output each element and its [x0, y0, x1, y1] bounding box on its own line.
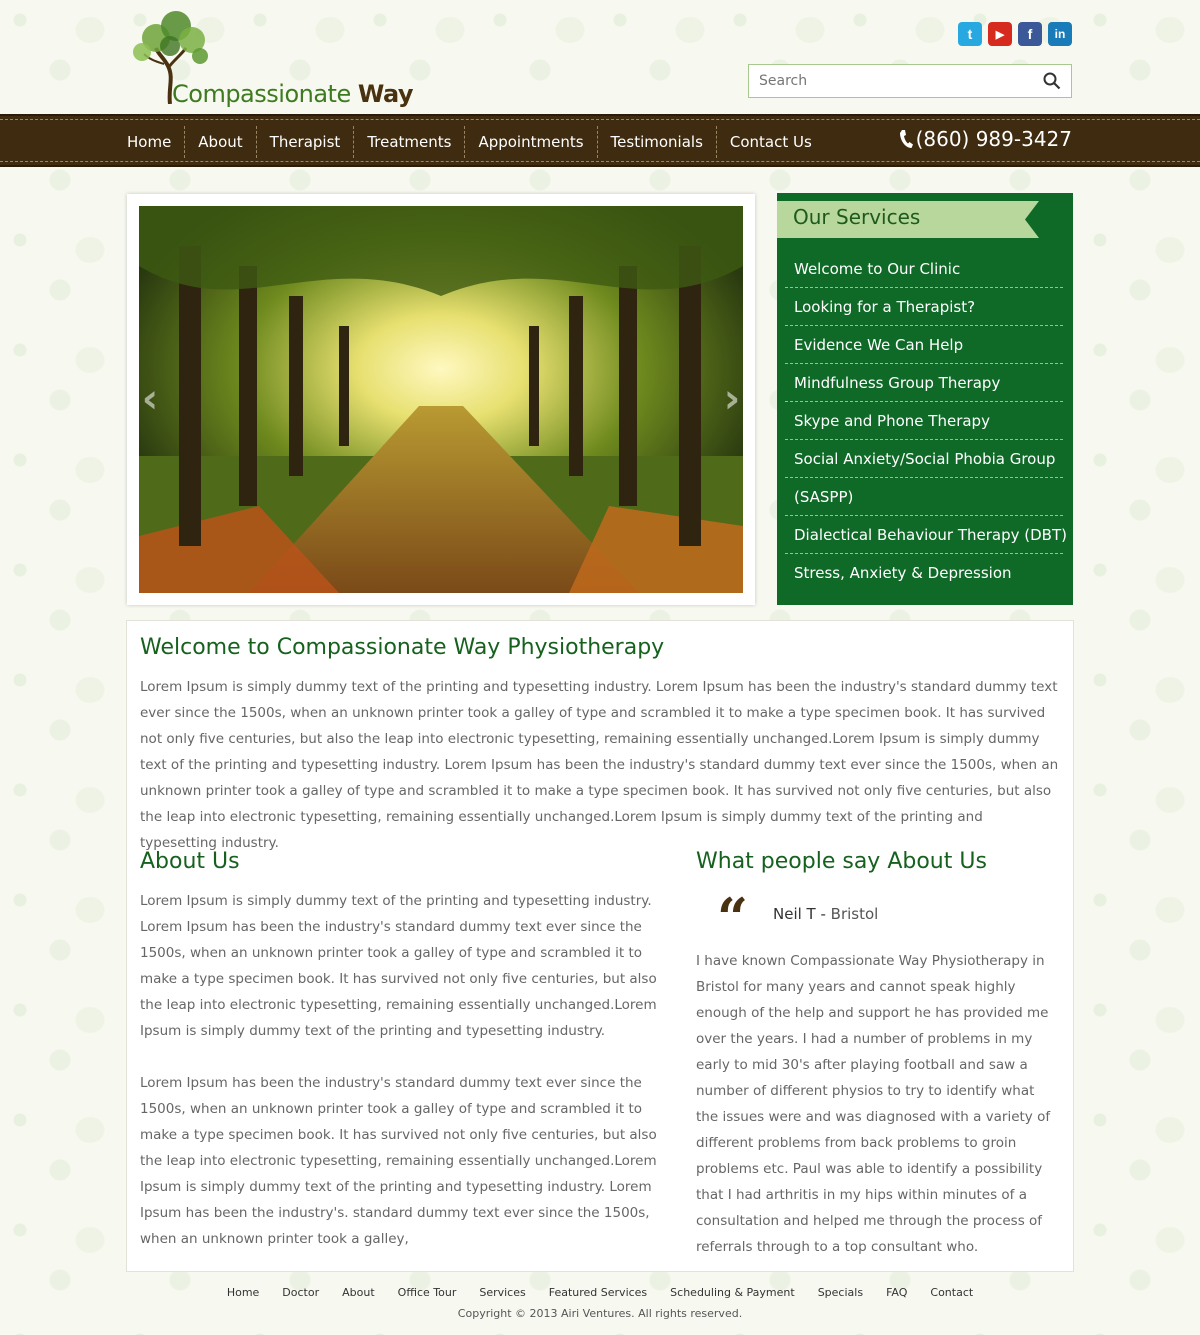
footer-link-specials[interactable]: Specials [817, 1286, 864, 1299]
footer-link-about[interactable]: About [342, 1286, 375, 1299]
brand-name-part2: Way [357, 80, 414, 108]
author-location: Bristol [830, 905, 879, 923]
phone-number-text: (860) 989-3427 [915, 127, 1072, 151]
brand-name [172, 80, 413, 108]
footer-link-featured-services[interactable]: Featured Services [548, 1286, 648, 1299]
social-links [958, 22, 1072, 46]
slide-image [139, 206, 743, 593]
footer-link-faq[interactable]: FAQ [886, 1286, 908, 1299]
footer-nav [0, 1286, 1200, 1299]
service-item[interactable]: (SASPP) [785, 478, 1063, 516]
service-item[interactable]: Dialectical Behaviour Therapy (DBT) [785, 516, 1063, 554]
about-paragraph: Lorem Ipsum is simply dummy text of the printing and typesetting industry. Lorem Ipsum has been the industry's standard dummy text ever since the 1500s, when an unknown printer took a galley of type and scrambled it to make a type specimen book. It has survived not only five centuries, but also the leap into electronic typesetting, remaining essentially unchanged.Lorem Ipsum is simply dummy text of the printing and typesetting industry. [140, 893, 657, 1039]
facebook-icon[interactable]: f [1018, 22, 1042, 46]
search-box [748, 64, 1072, 98]
nav-item-appointments[interactable]: Appointments [464, 126, 596, 158]
about-paragraph: Lorem Ipsum has been the industry's standard dummy text ever since the 1500s, when an unknown printer took a galley of type and scrambled it to make a type specimen book. It has survived not only five centuries, but also the leap into electronic typesetting, remaining essentially unchanged.Lorem Ipsum is simply dummy text of the printing and typesetting industry. Lorem Ipsum has been the industry's. standard dummy text ever since the 1500s, when an unknown printer took a galley, [140, 1075, 657, 1247]
services-title: Our Services [793, 205, 921, 229]
nav-item-treatments[interactable]: Treatments [353, 126, 464, 158]
service-item[interactable]: Looking for a Therapist? [785, 288, 1063, 326]
welcome-text: Lorem Ipsum is simply dummy text of the printing and typesetting industry. Lorem Ipsum has been the industry's standard dummy text ever since the 1500s, when an unknown printer took a galley of type and scrambled it to make a type specimen book. It has survived not only five centuries, but also the leap into electronic typesetting, remaining essentially unchanged.Lorem Ipsum is simply dummy text of the printing and typesetting industry. Lorem Ipsum has been the industry's standard dummy text ever since the 1500s, when an unknown printer took a galley of type and scrambled it to make a type specimen book. It has survived not only five centuries, but also the leap into electronic typesetting, remaining essentially unchanged.Lorem Ipsum is simply dummy text of the printing and typesetting industry. [140, 679, 1059, 851]
slider-next-arrow-icon[interactable]: › [723, 376, 741, 422]
youtube-icon[interactable]: ▶ [988, 22, 1012, 46]
site-logo[interactable] [128, 8, 414, 108]
service-item[interactable]: Stress, Anxiety & Depression [794, 564, 1012, 582]
phone-number[interactable] [898, 127, 1072, 151]
welcome-heading: Welcome to Compassionate Way Physiotherapy [140, 635, 665, 660]
nav-item-therapist[interactable]: Therapist [256, 126, 354, 158]
brand-name-part1: Compassionate [172, 80, 351, 108]
slider-prev-arrow-icon[interactable]: ‹ [141, 376, 159, 422]
services-list [785, 250, 1067, 592]
nav-item-contact[interactable]: Contact Us [716, 126, 825, 158]
linkedin-icon[interactable]: in [1048, 22, 1072, 46]
main-content [126, 620, 1074, 1272]
footer-link-office-tour[interactable]: Office Tour [397, 1286, 457, 1299]
footer-link-home[interactable]: Home [226, 1286, 260, 1299]
testimonial-heading: What people say About Us [696, 849, 987, 874]
phone-icon [898, 129, 914, 149]
search-icon[interactable] [1043, 72, 1061, 90]
footer-link-scheduling[interactable]: Scheduling & Payment [670, 1286, 795, 1299]
services-panel [777, 193, 1073, 605]
service-item[interactable]: Welcome to Our Clinic [785, 250, 1063, 288]
main-nav [0, 114, 1200, 167]
service-item[interactable]: Evidence We Can Help [785, 326, 1063, 364]
testimonial-author [773, 905, 878, 923]
author-name: Neil T [773, 905, 816, 923]
nav-item-testimonials[interactable]: Testimonials [597, 126, 716, 158]
author-separator: - [815, 905, 831, 923]
nav-item-about[interactable]: About [184, 126, 255, 158]
image-slider [127, 194, 755, 605]
search-input[interactable] [749, 65, 1039, 97]
quote-icon: “ [717, 886, 749, 950]
twitter-icon[interactable]: t [958, 22, 982, 46]
footer-link-doctor[interactable]: Doctor [282, 1286, 320, 1299]
service-item[interactable]: Skype and Phone Therapy [785, 402, 1063, 440]
nav-item-home[interactable]: Home [127, 133, 172, 151]
service-item[interactable]: Mindfulness Group Therapy [785, 364, 1063, 402]
footer-link-contact[interactable]: Contact [930, 1286, 974, 1299]
service-item[interactable]: Social Anxiety/Social Phobia Group [785, 440, 1063, 478]
about-heading: About Us [140, 849, 240, 874]
footer-link-services[interactable]: Services [479, 1286, 526, 1299]
testimonial-text: I have known Compassionate Way Physiotherapy in Bristol for many years and cannot speak highly enough of the help and support he has provided me over the years. I had a number of problems in my early to mid 30's after playing football and saw a number of different physios to try to identify what the issues were and was diagnosed with a variety of different problems from back problems to groin problems etc. Paul was able to identify a possibility that I had arthritis in my hips within minutes of a consultation and helped me through the process of referrals through to a top consultant who. [696, 953, 1051, 1255]
copyright-text: Copyright © 2013 Airi Ventures. All rights reserved. [457, 1307, 743, 1320]
site-header [0, 0, 1200, 114]
